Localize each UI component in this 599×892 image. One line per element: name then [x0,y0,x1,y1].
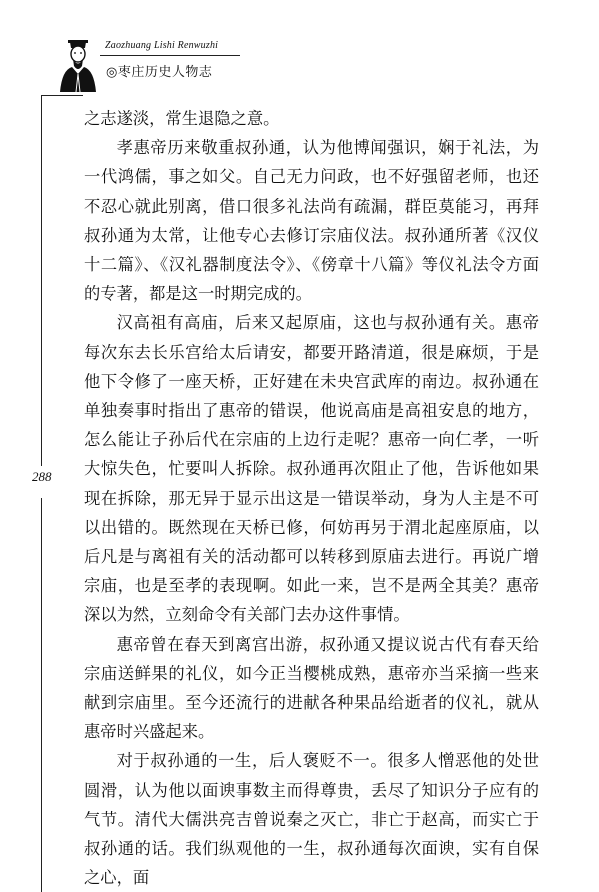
series-title-english: Zaozhuang Lishi Renwuzhi [105,40,219,51]
header-rule [100,55,240,56]
body-text [84,104,539,892]
scholar-portrait-logo [56,34,100,92]
series-title-chinese: ◎枣庄历史人物志 [106,65,213,80]
margin-rule-top-hook [41,95,83,96]
page-number: 288 [32,469,52,484]
paragraph: 孝惠帝历来敬重叔孙通，认为他博闻强识，娴于礼法，为一代鸿儒，事之如父。自己无力问政，也不好强留老师，也还不忍心就此别离，借口很多礼法尚有疏漏，群臣莫能习，再拜叔孙通为太常，让他专心去修订宗庙仪法。叔孙通所著《汉仪十二篇》、《汉礼器制度法令》、《傍章十八篇》等仪礼法令方面的专著，都是这一时期完成的。 [84,138,539,304]
margin-rule-upper [41,96,42,466]
paragraph: 汉高祖有高庙，后来又起原庙，这也与叔孙通有关。惠帝每次东去长乐宫给太后请安，都要开路清道，很是麻烦，于是他下令修了一座天桥，正好建在未央宫武库的南边。叔孙通在单独奏事时指出了惠帝的错误，他说高庙是高祖安息的地方，怎么能让子孙后代在宗庙的上边行走呢？惠帝一向仁孝，一听大惊失色，忙要叫人拆除。叔孙通再次阻止了他，告诉他如果现在拆除，那无异于显示出这是一错误举动，身为人主是不可以出错的。既然现在天桥已修，何妨再另于渭北起座原庙，以后凡是与离祖有关的活动都可以转移到原庙去进行。再说广增宗庙，也是至孝的表现啊。如此一来，岂不是两全其美？惠帝深以为然，立刻命令有关部门去办这件事情。 [84,313,539,625]
paragraph: 对于叔孙通的一生，后人褒贬不一。很多人憎恶他的处世圆滑，认为他以面谀事数主而得尊贵，丢尽了知识分子应有的气节。清代大儒洪亮吉曾说秦之灭亡，非亡于赵高，而实亡于叔孙通的话。我们纵观他的一生，叔孙通每次面谀，实有自保之心，面 [84,751,539,888]
margin-rule-lower [41,498,42,892]
paragraph: 惠帝曾在春天到离宫出游，叔孙通又提议说古代有春天给宗庙送鲜果的礼仪，如今正当樱桃成熟，惠帝亦当采摘一些来献到宗庙里。至今还流行的进献各种果品给逝者的仪礼，就从惠帝时兴盛起来。 [84,634,539,742]
paragraph-continuation: 之志遂淡，常生退隐之意。 [84,109,280,128]
